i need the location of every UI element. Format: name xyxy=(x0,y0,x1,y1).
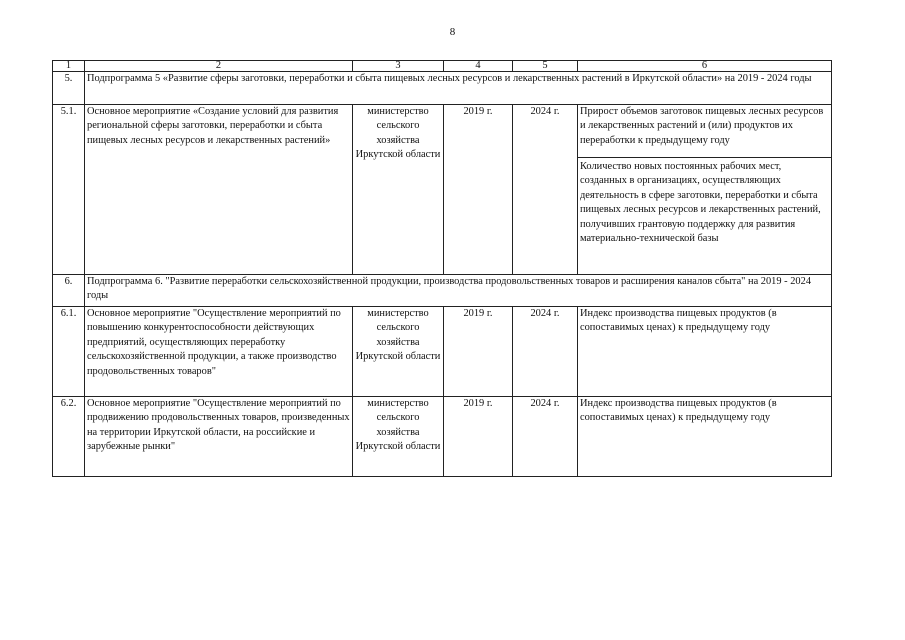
section-title: Подпрограмма 6. "Развитие переработки сельскохозяйственной продукции, производства продовольственных товаров и расширения каналов сбыта" на 2019 - 2024 годы xyxy=(85,275,832,307)
row-number: 5.1. xyxy=(53,105,85,275)
header-col-6: 6 xyxy=(578,61,832,72)
header-col-2: 2 xyxy=(85,61,353,72)
table-row xyxy=(53,105,832,275)
section-row xyxy=(53,72,832,105)
header-col-5: 5 xyxy=(513,61,578,72)
start-year-cell: 2019 г. xyxy=(444,397,513,477)
activity-cell: Основное мероприятие "Осуществление мероприятий по повышению конкурентоспособности действующих предприятий, осуществляющих переработку сельскохозяйственной продукции, а также производство продовольственных товаров" xyxy=(85,307,353,397)
header-col-4: 4 xyxy=(444,61,513,72)
executor-cell: министерство сельского хозяйства Иркутской области xyxy=(353,397,444,477)
section-title: Подпрограмма 5 «Развитие сферы заготовки, переработки и сбыта пищевых лесных ресурсов и лекарственных растений в Иркутской области» на 2019 - 2024 годы xyxy=(85,72,832,105)
section-number: 6. xyxy=(53,275,85,307)
activity-cell: Основное мероприятие «Создание условий для развития региональной сферы заготовки, переработки и сбыта пищевых лесных ресурсов и лекарственных растений» xyxy=(85,105,353,275)
table-row xyxy=(53,397,832,477)
header-col-1: 1 xyxy=(53,61,85,72)
start-year-cell: 2019 г. xyxy=(444,105,513,275)
section-number: 5. xyxy=(53,72,85,105)
executor-cell: министерство сельского хозяйства Иркутской области xyxy=(353,105,444,275)
end-year-cell: 2024 г. xyxy=(513,397,578,477)
start-year-cell: 2019 г. xyxy=(444,307,513,397)
row-number: 6.1. xyxy=(53,307,85,397)
indicators-cell: Индекс производства пищевых продуктов (в сопоставимых ценах) к предыдущему году xyxy=(578,307,832,397)
row-number: 6.2. xyxy=(53,397,85,477)
program-table xyxy=(52,60,832,477)
end-year-cell: 2024 г. xyxy=(513,105,578,275)
header-col-3: 3 xyxy=(353,61,444,72)
section-row xyxy=(53,275,832,307)
page-number: 8 xyxy=(449,26,456,38)
table-row xyxy=(53,307,832,397)
indicator-item: Количество новых постоянных рабочих мест, созданных в организациях, осуществляющих деятельность в сфере заготовки, переработки и сбыта пищевых лесных ресурсов и лекарственных растений, получивших грантовую поддержку для развития материально-технической базы xyxy=(580,161,821,245)
header-row xyxy=(53,61,832,72)
executor-cell: министерство сельского хозяйства Иркутской области xyxy=(353,307,444,397)
activity-cell: Основное мероприятие "Осуществление мероприятий по продвижению продовольственных товаров, произведенных на территории Иркутской области, на российские и зарубежные рынки" xyxy=(85,397,353,477)
indicator-item: Прирост объемов заготовок пищевых лесных ресурсов и лекарственных растений и (или) продуктов их переработки к предыдущему году xyxy=(578,105,831,158)
indicators-cell: Индекс производства пищевых продуктов (в сопоставимых ценах) к предыдущему году xyxy=(578,397,832,477)
end-year-cell: 2024 г. xyxy=(513,307,578,397)
indicators-cell xyxy=(578,105,832,275)
